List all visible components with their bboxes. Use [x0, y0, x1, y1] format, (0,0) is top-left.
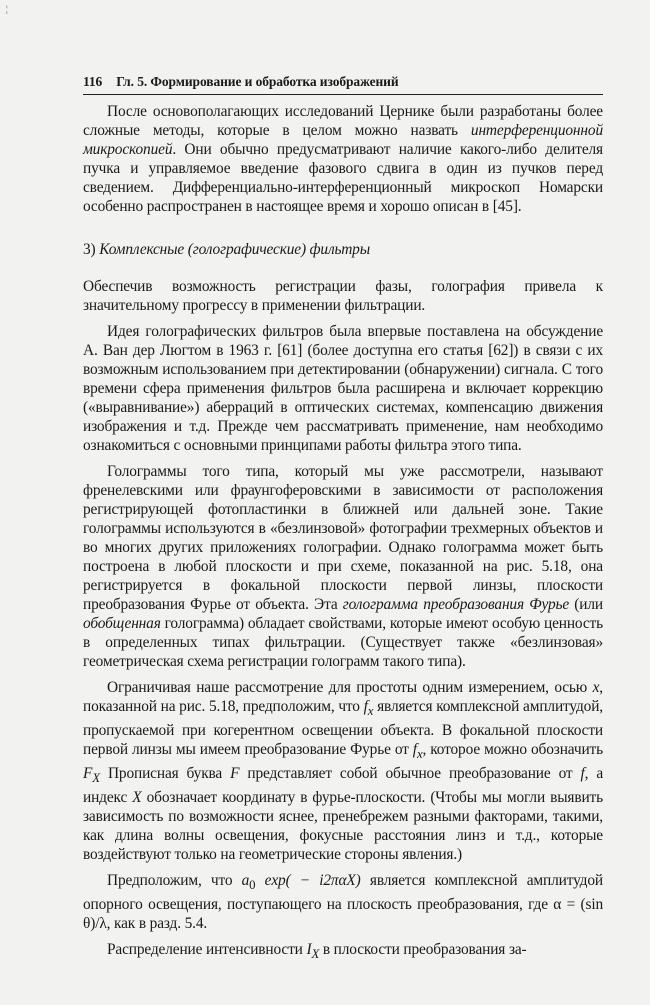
text-run: обозначает координату в фурье-плоскости. (Чтобы мы могли выявить зависимость по возможности яснее, пренебрежем разными факторами, такими, как длина волны освещения, фокусные расстояния линз и т.д., которые воздействуют только на геометрические стороны явления.)	[83, 789, 604, 864]
corner-mark: ¦	[6, 4, 8, 14]
text-run: представляет собой обычное преобразование от	[239, 765, 581, 783]
math-expression: exp( − i2παX)	[255, 872, 361, 890]
math-subscript: 0	[249, 878, 256, 893]
running-header	[83, 74, 603, 90]
text-run: , а индекс	[83, 765, 604, 807]
paragraph-6	[83, 871, 603, 933]
section-number: 3)	[83, 241, 96, 258]
text-run: (или	[569, 596, 603, 613]
math-symbol: f	[412, 741, 417, 759]
section-title: Комплексные (голографические) фильтры	[99, 241, 370, 258]
math-subscript: X	[311, 947, 320, 962]
math-subscript: x	[416, 747, 423, 762]
text-run: , которое можно обозначить	[422, 741, 603, 759]
text-run: . Они обычно предусматривают наличие какого-либо делителя пучка и управляемое введение фазового сдвига в один из пучков перед сведением. Дифференциально-интерференционный микроскоп Номарски особенно распространен в настоящее время и хорошо описан в [45].	[83, 141, 603, 215]
math-symbol: f	[363, 698, 368, 715]
paragraph-4	[83, 462, 603, 671]
math-subscript: x	[367, 704, 374, 719]
paragraph-2: Обеспечив возможность регистрации фазы, голография привела к значительному прогрессу в применении фильтрации.	[83, 278, 603, 314]
text-run: голограмма) обладает свойствами, которые имеют особую ценность в определенных типах фильтрации. (Существует также «безлинзовая» геометрическая схема регистрации голограмм такого типа).	[83, 615, 603, 670]
math-symbol: I	[306, 941, 312, 959]
page-body	[83, 102, 603, 964]
math-symbol: X	[132, 789, 142, 807]
text-run: Предположим, что	[107, 872, 242, 890]
text-run: Прописная буква	[99, 765, 231, 783]
italic-term: обобщенная	[83, 615, 161, 632]
math-symbol: F	[230, 765, 240, 783]
math-subscript: X	[92, 771, 100, 786]
running-title: Гл. 5. Формирование и обработка изображений	[116, 74, 399, 89]
text-run: Голограммы того типа, который мы уже рассмотрели, называют френелевскими или фраунгоферовскими в зависимости от расположения регистрирующей фотопластинки в ближней или дальней зоне. Такие голограммы используются в «безлинзовой» фотографии трехмерных объектов и во многих других приложениях голографии. Однако голограмма может быть построена в любой плоскости и при схеме, показанной на рис. 5.18, она регистрируется в фокальной плоскости первой линзы, плоскости преобразования Фурье от объекта. Эта	[83, 463, 603, 613]
math-symbol: F	[83, 765, 93, 783]
header-rule	[83, 94, 603, 95]
text-run: , показанной на рис. 5.18, предположим, что	[83, 679, 603, 715]
text-run: в плоскости преобразования за-	[319, 941, 527, 959]
text-run: Ограничивая наше рассмотрение для простоты одним измерением, осью	[107, 679, 593, 696]
paragraph-5	[83, 678, 603, 864]
paragraph-3: Идея голографических фильтров была впервые поставлена на обсуждение А. Ван дер Люгтом в 1963 г. [61] (более доступна его статья [62]) в связи с их возможным использованием при детектировании (обнаружении) сигнала. С того времени сфера применения фильтров была расширена и включает коррекцию («выравнивание») аберраций в оптических системах, компенсацию движения изображения и т.д. Прежде чем рассматривать применение, нам необходимо ознакомиться с основными принципами работы фильтра этого типа.	[83, 323, 603, 454]
page-number: 116	[83, 74, 103, 89]
paragraph-7	[83, 940, 603, 964]
math-symbol: x	[592, 679, 600, 696]
paragraph-1	[83, 102, 603, 216]
text-run: Распределение интенсивности	[107, 941, 307, 959]
math-symbol: a	[241, 872, 250, 890]
italic-term: голограмма преобразования Фурье	[342, 596, 570, 613]
math-symbol: f	[580, 765, 585, 783]
section-heading	[83, 240, 603, 259]
text-run: является комплексной амплитудой опорного освещения, поступающего на плоскость преобразования, где α = (sin θ)/λ, как в разд. 5.4.	[83, 872, 603, 933]
italic-term: интерференционной микроскопией	[83, 122, 603, 158]
text-run: После основополагающих исследований Цернике были разработаны более сложные методы, которые в целом можно назвать	[83, 103, 603, 139]
text-run: является комплексной амплитудой, пропускаемой при когерентном освещении объекта. В фокальной плоскости первой линзы мы имеем преобразование Фурье от	[83, 698, 603, 759]
